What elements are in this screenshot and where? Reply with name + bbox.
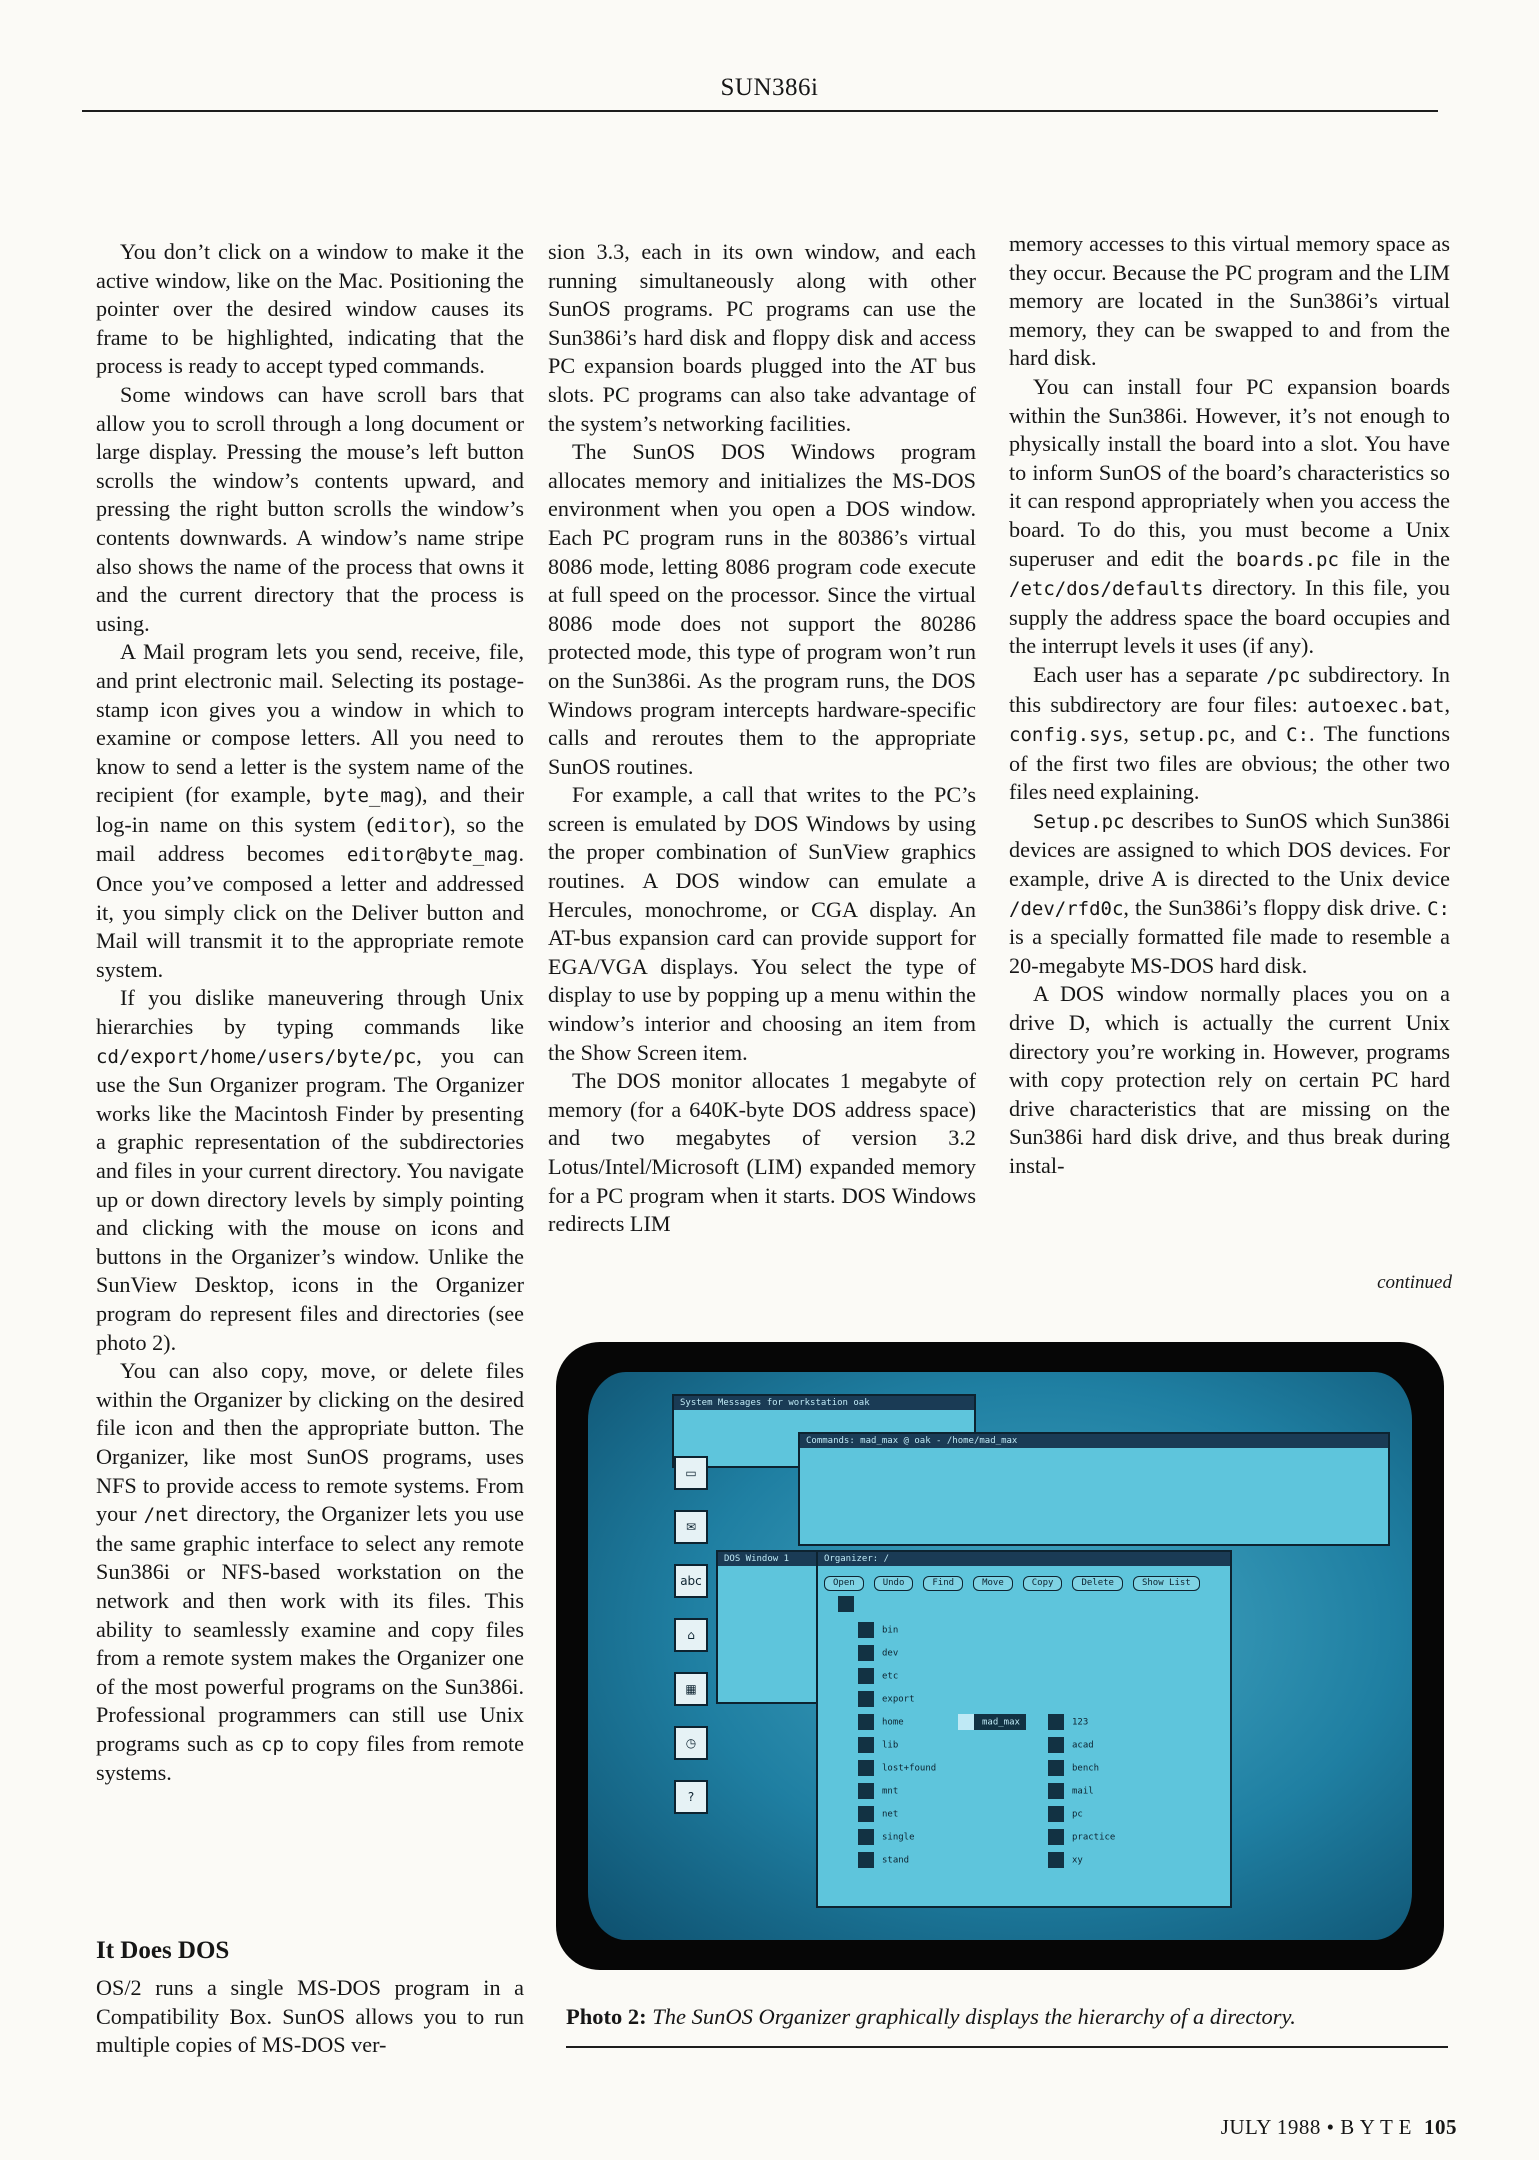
code-run: autoexec.bat <box>1307 694 1445 717</box>
code-run: config.sys <box>1009 724 1124 747</box>
text-run: , the Sun386i’s floppy disk drive. <box>1123 894 1428 920</box>
root-folder-icon[interactable] <box>838 1596 862 1612</box>
code-run: editor <box>374 814 443 837</box>
move-button[interactable]: Move <box>973 1576 1013 1591</box>
undo-button[interactable]: Undo <box>874 1576 914 1591</box>
copy-button[interactable]: Copy <box>1023 1576 1063 1591</box>
folder-item[interactable]: acad <box>1048 1737 1094 1753</box>
column-3 <box>1009 230 1450 1181</box>
col1-paragraph-1: You don’t click on a window to make it the active window, like on the Mac. Positioning the pointer over the desired window causes its frame to be highlighted, indicating that the process is ready to accept typed commands. <box>96 239 524 379</box>
dos-window <box>716 1550 820 1704</box>
folder-item[interactable]: stand <box>858 1852 909 1868</box>
organizer-icon: ▦ <box>674 1672 708 1706</box>
folder-item[interactable]: mail <box>1048 1783 1094 1799</box>
folder-item[interactable]: bin <box>858 1622 898 1638</box>
organizer-window <box>816 1550 1232 1908</box>
code-run: /etc/dos/defaults <box>1009 578 1204 601</box>
command-tool-window <box>798 1432 1390 1546</box>
help-icon: ? <box>674 1780 708 1814</box>
text-run: You can install four PC expansion boards within the Sun386i. However, it’s not enough to physically install the board into a slot. You have to inform SunOS of the board’s characteristics so it can respond appropriately when you access the board. To do this, you must become a Unix superuser and edit the <box>1009 373 1450 571</box>
folder-item[interactable]: bench <box>1048 1760 1099 1776</box>
issue-line: JULY 1988 • B Y T E <box>1220 2115 1412 2139</box>
mail-icon: ✉ <box>674 1510 708 1544</box>
window-title: Commands: mad_max @ oak - /home/mad_max <box>800 1434 1388 1448</box>
photo-caption <box>566 2004 1296 2030</box>
folder-item[interactable]: home <box>858 1714 904 1730</box>
monitor-screen <box>588 1372 1412 1940</box>
continued-label: continued <box>1377 1272 1452 1293</box>
text-run: Each user has a separate <box>1033 661 1267 687</box>
organizer-button-row <box>824 1572 1210 1591</box>
text-run: file in the <box>1338 545 1450 571</box>
text-run: directory, the Organizer lets you use the same graphic interface to select any remote Sun386i or NFS-based workstation on the network and then work with its files. This ability to seamlessly examine and copy files from a remote system makes the Organizer one of the most powerful programs on the Sun386i. Professional programmers can still use Unix programs such as <box>96 1501 524 1756</box>
col3-paragraph-5: A DOS window normally places you on a drive D, which is actually the current Unix directory you’re working in. However, programs with copy protection rely on certain PC hard drive characteristics that are missing on the Sun386i hard disk drive, and thus break during instal- <box>1009 981 1450 1178</box>
code-run: byte_mag <box>323 785 415 808</box>
delete-button[interactable]: Delete <box>1072 1576 1123 1591</box>
text-run: is a specially formatted file made to resemble a 20-megabyte MS-DOS hard disk. <box>1009 924 1450 978</box>
text-run: directory. In this file, you supply the address space the board occupies and the interrupt levels it uses (if any). <box>1009 575 1450 659</box>
header-rule <box>82 110 1438 112</box>
text-run: , and <box>1229 721 1287 747</box>
find-button[interactable]: Find <box>923 1576 963 1591</box>
page-number: 105 <box>1424 2115 1457 2139</box>
code-run: editor@byte_mag <box>346 844 519 867</box>
col2-paragraph-3: For example, a call that writes to the PC’s screen is emulated by DOS Windows by using the proper combination of SunView graphics routines. A DOS window can emulate a Hercules, monochrome, or CGA display. An AT-bus expansion card can provide support for EGA/VGA displays. You select the type of display to use by popping up a menu within the window’s interior and choosing an item from the Show Screen item. <box>548 782 976 1065</box>
window-title: System Messages for workstation oak <box>674 1396 974 1410</box>
text-run: , <box>1444 691 1450 717</box>
text-run: ), and their log-in name on this system ( <box>96 782 524 837</box>
section-subhead: It Does DOS <box>96 1937 230 1964</box>
folder-item[interactable]: net <box>858 1806 898 1822</box>
col1-paragraph-4 <box>96 984 524 1357</box>
folder-item[interactable]: etc <box>858 1668 898 1684</box>
column-1 <box>96 238 524 1788</box>
caption-rule <box>566 2046 1448 2048</box>
desktop-icons <box>674 1456 714 1834</box>
col1-paragraph-3 <box>96 638 524 984</box>
column-1-continued <box>96 1974 524 2060</box>
window-title: DOS Window 1 <box>718 1552 818 1566</box>
code-run: C: <box>1427 897 1450 920</box>
text-run: You can also copy, move, or delete files within the Organizer by clicking on the desired file icon and then the appropriate button. The Organizer, like most SunOS programs, uses NFS to provide access to remote systems. From your <box>96 1358 524 1527</box>
col3-paragraph-2 <box>1009 373 1450 661</box>
code-run: cp <box>261 1733 284 1756</box>
code-run: Setup.pc <box>1033 810 1125 833</box>
code-run: /pc <box>1266 664 1301 687</box>
code-run: C: <box>1286 724 1310 747</box>
page-footer <box>1221 2115 1457 2140</box>
folder-item[interactable]: pc <box>1048 1806 1083 1822</box>
folder-item[interactable]: export <box>858 1691 915 1707</box>
caption-text: The SunOS Organizer graphically displays the hierarchy of a directory. <box>652 2004 1296 2029</box>
col2-paragraph-2: The SunOS DOS Windows program allocates memory and initializes the MS-DOS environment when you open a DOS window. Each PC program runs in the 80386’s virtual 8086 mode, letting 8086 program code execute at full speed on the processor. Since the virtual 8086 mode does not support the 80286 protected mode, this type of program won’t run on the Sun386i. As the program runs, the DOS Windows program intercepts hardware-specific calls and reroutes them to the appropriate SunOS routines. <box>548 439 976 779</box>
running-head: SUN386i <box>720 74 819 101</box>
col2-paragraph-1: sion 3.3, each in its own window, and each running simultaneously along with other SunOS programs. PC programs can use the Sun386i’s hard disk and floppy disk and access PC expansion boards plugged into the AT bus slots. PC programs can also take advantage of the system’s networking facilities. <box>548 239 976 436</box>
text-run: . The functions of the first two files are obvious; the other two files need explaining. <box>1009 721 1450 805</box>
col2-paragraph-4: The DOS monitor allocates 1 megabyte of memory (for a 640K-byte DOS address space) and two megabytes of version 3.2 Lotus/Intel/Microsoft (LIM) expanded memory for a PC program when it starts. DOS Windows redirects LIM <box>548 1068 976 1237</box>
code-run: /dev/rfd0c <box>1009 897 1124 920</box>
folder-item[interactable]: lost+found <box>858 1760 936 1776</box>
folder-item[interactable]: mnt <box>858 1783 898 1799</box>
console-icon: ▭ <box>674 1456 708 1490</box>
col3-paragraph-4 <box>1009 807 1450 981</box>
folder-item[interactable]: single <box>858 1829 915 1845</box>
column-2 <box>548 238 976 1239</box>
dos-icon: ⌂ <box>674 1618 708 1652</box>
folder-item[interactable]: lib <box>858 1737 898 1753</box>
text-run: subdirectory. In this subdirectory are four files: <box>1009 661 1451 717</box>
code-run: setup.pc <box>1138 724 1230 747</box>
col1-paragraph-6: OS/2 runs a single MS-DOS program in a Compatibility Box. SunOS allows you to run multiple copies of MS-DOS ver- <box>96 1975 524 2058</box>
text-run: ), so the mail address becomes <box>96 811 524 867</box>
text-run: A Mail program lets you send, receive, file, and print electronic mail. Selecting its postage-stamp icon gives you a window in which to examine or compose letters. All you need to know to send a letter is the system name of the recipient (for example, <box>96 639 524 808</box>
text-run: , you can use the Sun Organizer program. The Organizer works like the Macintosh Finder by presenting a graphic representation of the subdirectories and files in your current directory. You navigate up or down directory levels by simply pointing and clicking with the mouse on icons and buttons in the Organizer’s window. Unlike the SunView Desktop, icons in the Organizer program do represent files and directories (see photo 2). <box>96 1042 524 1355</box>
open-button[interactable]: Open <box>824 1576 864 1591</box>
folder-item[interactable]: xy <box>1048 1852 1083 1868</box>
window-title: Organizer: / <box>818 1552 1230 1566</box>
code-run: cd/export/home/users/byte/pc <box>96 1045 417 1068</box>
folder-item[interactable]: dev <box>858 1645 898 1661</box>
code-run: /net <box>143 1504 190 1527</box>
folder-item[interactable]: practice <box>1048 1829 1115 1845</box>
col3-paragraph-3 <box>1009 661 1450 807</box>
col3-paragraph-1: memory accesses to this virtual memory space as they occur. Because the PC program and the LIM memory are located in the Sun386i’s virtual memory, they can be swapped to and from the hard disk. <box>1009 231 1450 371</box>
text-editor-icon: abc <box>674 1564 708 1598</box>
text-run: to copy files from remote systems. <box>96 1730 524 1786</box>
code-run: boards.pc <box>1235 548 1339 571</box>
col1-paragraph-2: Some windows can have scroll bars that allow you to scroll through a long document or large display. Pressing the mouse’s left button scrolls the window’s contents upward, and pressing the right button scrolls the window’s contents downwards. A window’s name stripe also shows the name of the process that owns it and the current directory that the process is using. <box>96 381 524 636</box>
text-run: , <box>1123 721 1139 747</box>
clock-icon: ◷ <box>674 1726 708 1760</box>
text-run: . Once you’ve composed a letter and addressed it, you simply click on the Deliver button and Mail will transmit it to the appropriate remote system. <box>96 841 524 982</box>
folder-item-selected[interactable]: mad_max <box>958 1714 1026 1730</box>
text-run: If you dislike maneuvering through Unix hierarchies by typing commands like <box>96 985 524 1040</box>
folder-item[interactable]: 123 <box>1048 1714 1088 1730</box>
show-list-button[interactable]: Show List <box>1133 1576 1200 1591</box>
text-run: describes to SunOS which Sun386i devices are assigned to which DOS devices. For example, drive A is directed to the Unix device <box>1009 807 1450 892</box>
caption-label: Photo 2: <box>566 2004 647 2029</box>
col1-paragraph-5 <box>96 1357 524 1788</box>
